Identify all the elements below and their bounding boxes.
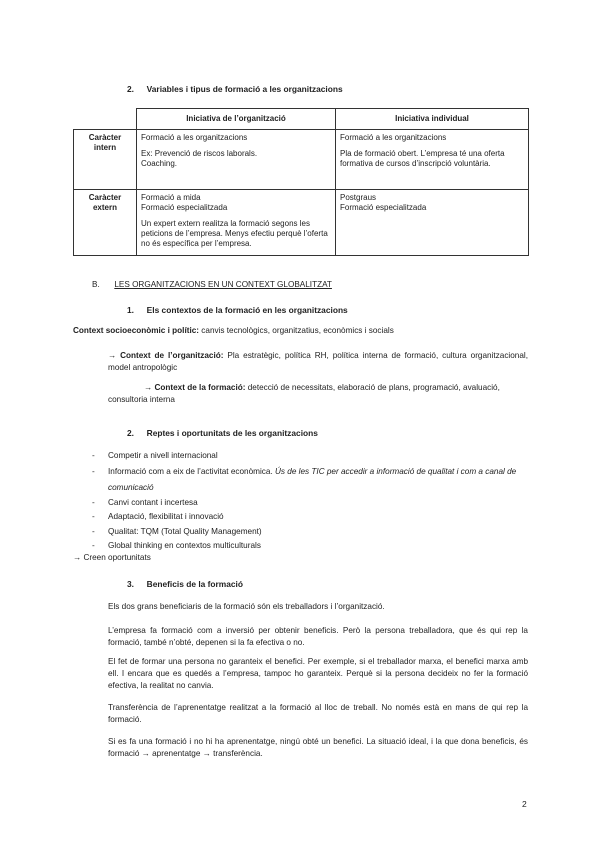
table-cell [137, 190, 336, 256]
subsection-3-heading [127, 579, 243, 590]
cell-line: Formació a les organitzacions [340, 133, 447, 142]
benefits-paragraph: Els dos grans beneficiaris de la formació són els treballadors i l’organització. [108, 602, 385, 611]
table-header-row [74, 109, 529, 130]
table-cell [137, 130, 336, 190]
list-item [92, 449, 528, 464]
table-row-head: Caràcter intern [74, 130, 137, 190]
context-form-text: detecció de necessitats, elaboració de plans, programació, avaluació, consultoria interna [108, 383, 500, 404]
list-item-text: Informació com a eix de l’activitat econòmica. [108, 466, 276, 476]
list-item [92, 525, 528, 540]
training-variables-table [73, 108, 529, 256]
section-b-letter: B. [92, 280, 100, 289]
benefits-paragraph: L’empresa fa formació com a inversió per obtenir beneficis. Però la persona treballadora, que és qui rep la formació, també n’obté, depenen si la fa efectiva o no. [108, 626, 528, 647]
context-socio-label: Context socioeconòmic i polític: [73, 326, 200, 335]
section-2-number: 2. [127, 84, 134, 94]
section-2-heading [127, 84, 343, 95]
list-item-text: Canvi contant i incertesa [108, 497, 198, 507]
cell-line: Formació a mida Formació especialitzada [141, 193, 228, 212]
subsection-1-title: Els contextos de la formació en les organitzacions [146, 305, 348, 315]
context-form-label: Context de la formació: [154, 383, 246, 392]
cell-line: Formació a les organitzacions [141, 133, 248, 142]
benefits-paragraph: Transferència de l’aprenentatge realitzat a la formació al lloc de treball. No només està en mans de qui rep la formació. [108, 703, 528, 724]
list-item-text: Global thinking en contextos multiculturals [108, 541, 261, 550]
context-org-label: Context de l’organització: [120, 351, 224, 360]
list-item-text: Adaptació, flexibilitat i innovació [108, 512, 224, 521]
table-cell [336, 190, 529, 256]
page-number: 2 [522, 799, 527, 809]
subsection-2-title: Reptes i oportunitats de les organitzacions [146, 428, 318, 438]
subsection-3-number: 3. [127, 579, 134, 589]
cell-line: Ex: Prevenció de riscos laborals. Coaching. [141, 149, 258, 168]
section-2-title: Variables i tipus de formació a les organitzacions [146, 84, 343, 94]
list-item-text: Qualitat: TQM (Total Quality Management) [108, 526, 262, 536]
list-item-text: Competir a nivell internacional [108, 451, 218, 460]
table-cell [336, 130, 529, 190]
benefits-paragraph: El fet de formar una persona no garanteix el benefici. Per exemple, si el treballador marxa, el benefici marxa amb ell. I encara que es quedés a l’empresa, tampoc ho garanteix. Perquè si la persona decideix no fer la formació efectiva, la realitat no canvia. [108, 657, 528, 690]
context-org-text: Pla estratègic, política RH, política interna de formació, cultura organitzacional, model antropològic [108, 351, 528, 372]
subsection-3-title: Beneficis de la formació [146, 579, 244, 589]
section-b-heading [92, 280, 332, 291]
list-item [92, 510, 528, 525]
table-row-head: Caràcter extern [74, 190, 137, 256]
subsection-1-heading [127, 305, 348, 316]
list-item [92, 464, 528, 496]
arrow-icon: → [144, 383, 153, 392]
subsection-2-number: 2. [127, 428, 134, 438]
subsection-2-heading [127, 428, 318, 439]
list-item [92, 496, 528, 511]
context-socio-text: canvis tecnològics, organitzatius, econòmics i socials [199, 326, 394, 335]
context-socioeconomic [73, 326, 533, 337]
context-organization [108, 350, 528, 374]
table-header-individual: Iniciativa individual [336, 109, 529, 130]
arrow-icon: → [108, 351, 117, 360]
create-opportunities: → Creen oportunitats [73, 553, 151, 562]
subsection-1-number: 1. [127, 305, 134, 315]
cell-line: Postgraus Formació especialitzada [340, 193, 427, 212]
cell-line: Un expert extern realitza la formació segons les peticions de l’empresa. Menys efectiu perquè l’oferta no és específica per l’empresa. [141, 219, 328, 248]
challenges-list [92, 449, 528, 554]
cell-line: Pla de formació obert. L’empresa té una oferta formativa de cursos d’inscripció voluntària. [340, 149, 505, 168]
table-corner-cell [74, 109, 137, 130]
table-row [74, 190, 529, 256]
table-header-organization: Iniciativa de l’organització [137, 109, 336, 130]
list-item [92, 539, 528, 554]
section-b-title: LES ORGANITZACIONS EN UN CONTEXT GLOBALITZAT [114, 280, 332, 289]
benefits-paragraph: Si es fa una formació i no hi ha aprenentatge, ningú obté un benefici. La situació ideal, i la que dona beneficis, és formació → aprenentatge → transferència. [108, 737, 528, 758]
context-training [108, 382, 528, 406]
table-row [74, 130, 529, 190]
list-item-italic: Ús de les TIC per accedir a informació de qualitat i com a canal de comunicació [108, 466, 517, 492]
